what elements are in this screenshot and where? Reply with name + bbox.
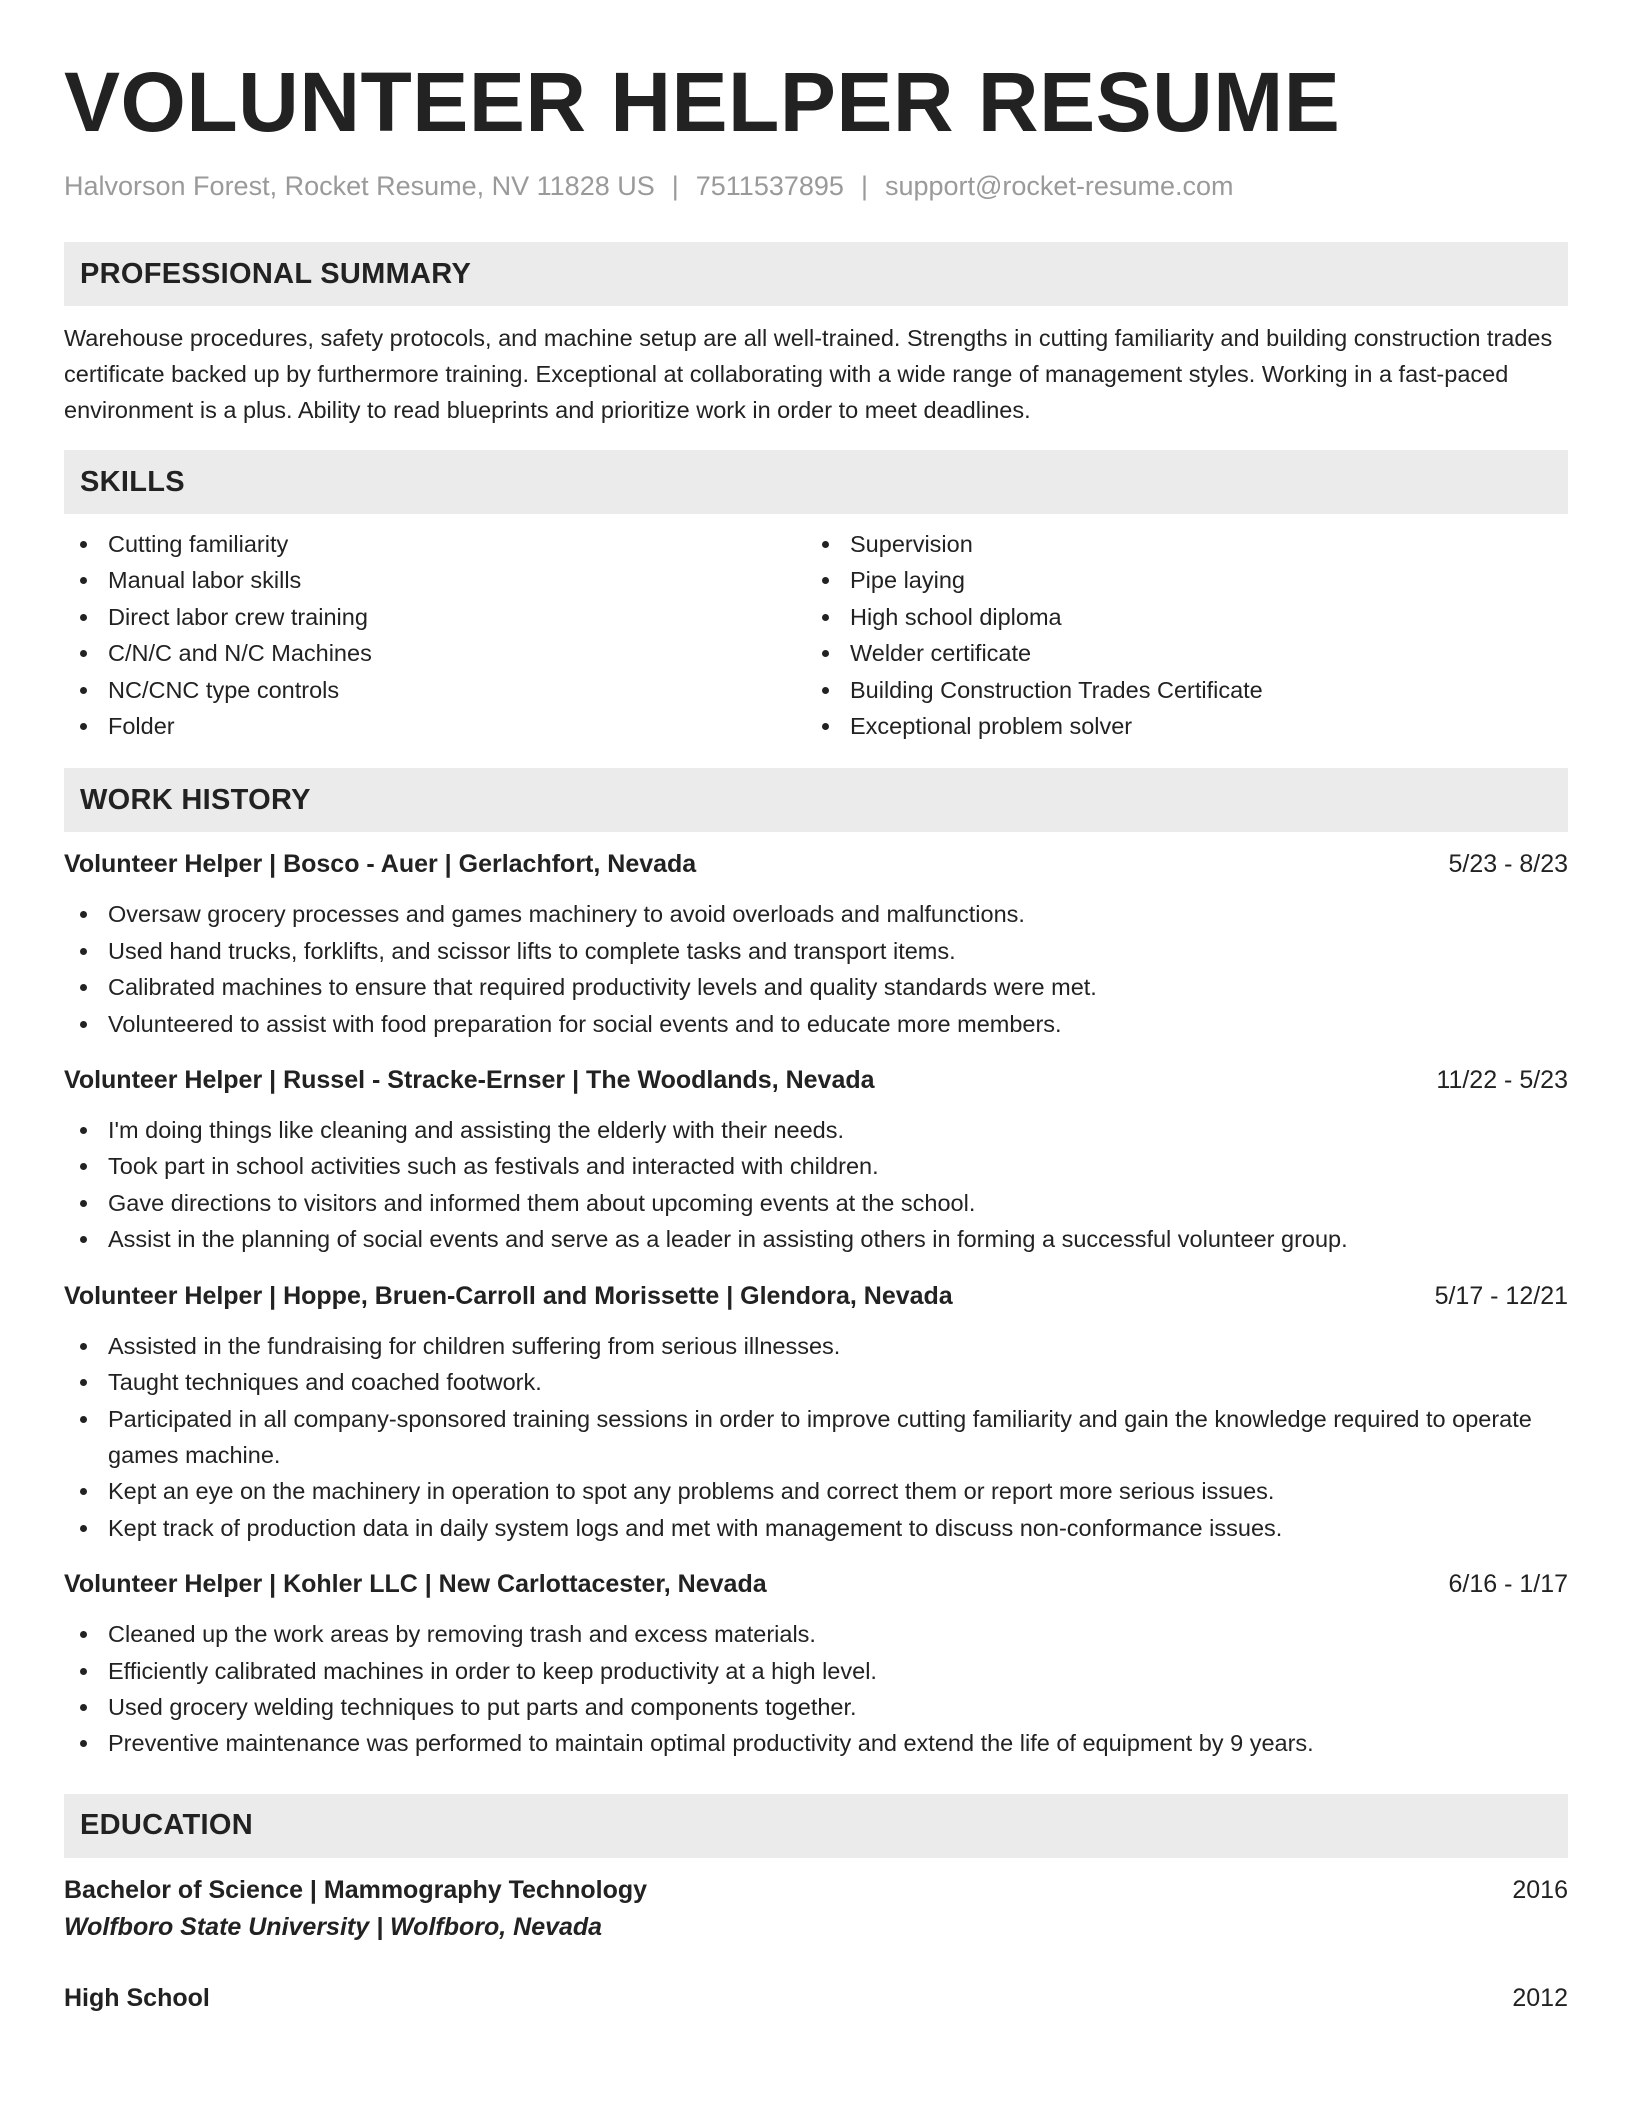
contact-phone: 7511537895 xyxy=(695,171,844,201)
skill-item: C/N/C and N/C Machines xyxy=(64,635,806,671)
education-school: Wolfboro State University | Wolfboro, Nevada xyxy=(64,1912,603,1941)
job-bullet: Gave directions to visitors and informed them about upcoming events at the school. xyxy=(64,1185,1568,1221)
job-dates: 6/16 - 1/17 xyxy=(1448,1570,1568,1599)
education-year: 2012 xyxy=(1512,1983,1568,2012)
skill-item: Supervision xyxy=(806,526,1548,562)
section-heading-skills: SKILLS xyxy=(64,450,1568,514)
job-dates: 5/23 - 8/23 xyxy=(1448,850,1568,879)
job-bullet: Kept track of production data in daily system logs and met with management to discuss non-conformance issues. xyxy=(64,1510,1568,1546)
education-degree: Bachelor of Science | Mammography Technology xyxy=(64,1875,648,1904)
job-bullet: Efficiently calibrated machines in order to keep productivity at a high level. xyxy=(64,1653,1568,1689)
education-header xyxy=(64,1980,1568,2016)
job-bullet: Taught techniques and coached footwork. xyxy=(64,1364,1568,1400)
skill-item: Welder certificate xyxy=(806,635,1548,671)
job-bullet: Assist in the planning of social events and serve as a leader in assisting others in forming a successful volunteer group. xyxy=(64,1221,1568,1257)
job-bullet: I'm doing things like cleaning and assisting the elderly with their needs. xyxy=(64,1112,1568,1148)
job-title: Volunteer Helper | Russel - Stracke-Ernser | The Woodlands, Nevada xyxy=(64,1066,875,1095)
education-year: 2016 xyxy=(1512,1875,1568,1904)
education-header xyxy=(64,1872,1568,1908)
contact-separator: | xyxy=(860,171,868,201)
skill-item: Folder xyxy=(64,708,806,744)
job-bullets xyxy=(64,896,1568,1042)
job-title: Volunteer Helper | Hoppe, Bruen-Carroll and Morissette | Glendora, Nevada xyxy=(64,1281,953,1310)
skills-list xyxy=(64,526,1568,744)
job-dates: 5/17 - 12/21 xyxy=(1434,1281,1568,1310)
job-bullet: Took part in school activities such as festivals and interacted with children. xyxy=(64,1148,1568,1184)
job-bullet: Used grocery welding techniques to put parts and components together. xyxy=(64,1689,1568,1725)
contact-separator: | xyxy=(671,171,679,201)
job-header xyxy=(64,846,1568,882)
section-heading-summary: PROFESSIONAL SUMMARY xyxy=(64,242,1568,306)
job-entry xyxy=(64,1062,1568,1258)
education-degree: High School xyxy=(64,1983,210,2012)
job-title: Volunteer Helper | Kohler LLC | New Carlottacester, Nevada xyxy=(64,1570,767,1599)
job-bullet: Assisted in the fundraising for children suffering from serious illnesses. xyxy=(64,1328,1568,1364)
job-bullets xyxy=(64,1328,1568,1546)
skill-item: Direct labor crew training xyxy=(64,599,806,635)
education-entry xyxy=(64,1872,1568,1946)
job-bullet: Volunteered to assist with food preparation for social events and to educate more members. xyxy=(64,1006,1568,1042)
job-header xyxy=(64,1062,1568,1098)
job-bullet: Oversaw grocery processes and games machinery to avoid overloads and malfunctions. xyxy=(64,896,1568,932)
section-heading-work: WORK HISTORY xyxy=(64,768,1568,832)
job-bullet: Participated in all company-sponsored training sessions in order to improve cutting familiarity and gain the knowledge required to operate games machine. xyxy=(64,1401,1568,1474)
skill-item: Building Construction Trades Certificate xyxy=(806,672,1548,708)
job-bullets xyxy=(64,1112,1568,1258)
job-bullet: Calibrated machines to ensure that required productivity levels and quality standards were met. xyxy=(64,969,1568,1005)
contact-email: support@rocket-resume.com xyxy=(884,171,1234,201)
job-bullet: Preventive maintenance was performed to maintain optimal productivity and extend the life of equipment by 9 years. xyxy=(64,1725,1568,1761)
job-entry xyxy=(64,846,1568,1042)
skill-item: Pipe laying xyxy=(806,562,1548,598)
job-dates: 11/22 - 5/23 xyxy=(1436,1066,1568,1095)
summary-text: Warehouse procedures, safety protocols, and machine setup are all well-trained. Strengths in cutting familiarity and building construction trades certificate backed up by furthermore training. Exceptional at collaborating with a wide range of management styles. Working in a fast-paced environment is a plus. Ability to read blueprints and prioritize work in order to meet deadlines. xyxy=(64,325,1553,423)
contact-address: Halvorson Forest, Rocket Resume, NV 11828 US xyxy=(64,171,655,201)
job-bullet: Cleaned up the work areas by removing trash and excess materials. xyxy=(64,1616,1568,1652)
job-header xyxy=(64,1566,1568,1602)
job-entry xyxy=(64,1278,1568,1546)
skill-item: NC/CNC type controls xyxy=(64,672,806,708)
section-heading-education: EDUCATION xyxy=(64,1794,1568,1858)
education-entry xyxy=(64,1980,1568,2016)
job-header xyxy=(64,1278,1568,1314)
contact-line xyxy=(64,168,1568,204)
job-title: Volunteer Helper | Bosco - Auer | Gerlachfort, Nevada xyxy=(64,850,697,879)
resume-title: VOLUNTEER HELPER RESUME xyxy=(64,55,1341,149)
skills-column-right xyxy=(806,526,1548,744)
job-bullet: Used hand trucks, forklifts, and scissor lifts to complete tasks and transport items. xyxy=(64,933,1568,969)
skill-item: Manual labor skills xyxy=(64,562,806,598)
job-entry xyxy=(64,1566,1568,1762)
job-bullet: Kept an eye on the machinery in operation to spot any problems and correct them or report more serious issues. xyxy=(64,1473,1568,1509)
skill-item: Exceptional problem solver xyxy=(806,708,1548,744)
skill-item: Cutting familiarity xyxy=(64,526,806,562)
skills-column-left xyxy=(64,526,806,744)
job-bullets xyxy=(64,1616,1568,1762)
skill-item: High school diploma xyxy=(806,599,1548,635)
